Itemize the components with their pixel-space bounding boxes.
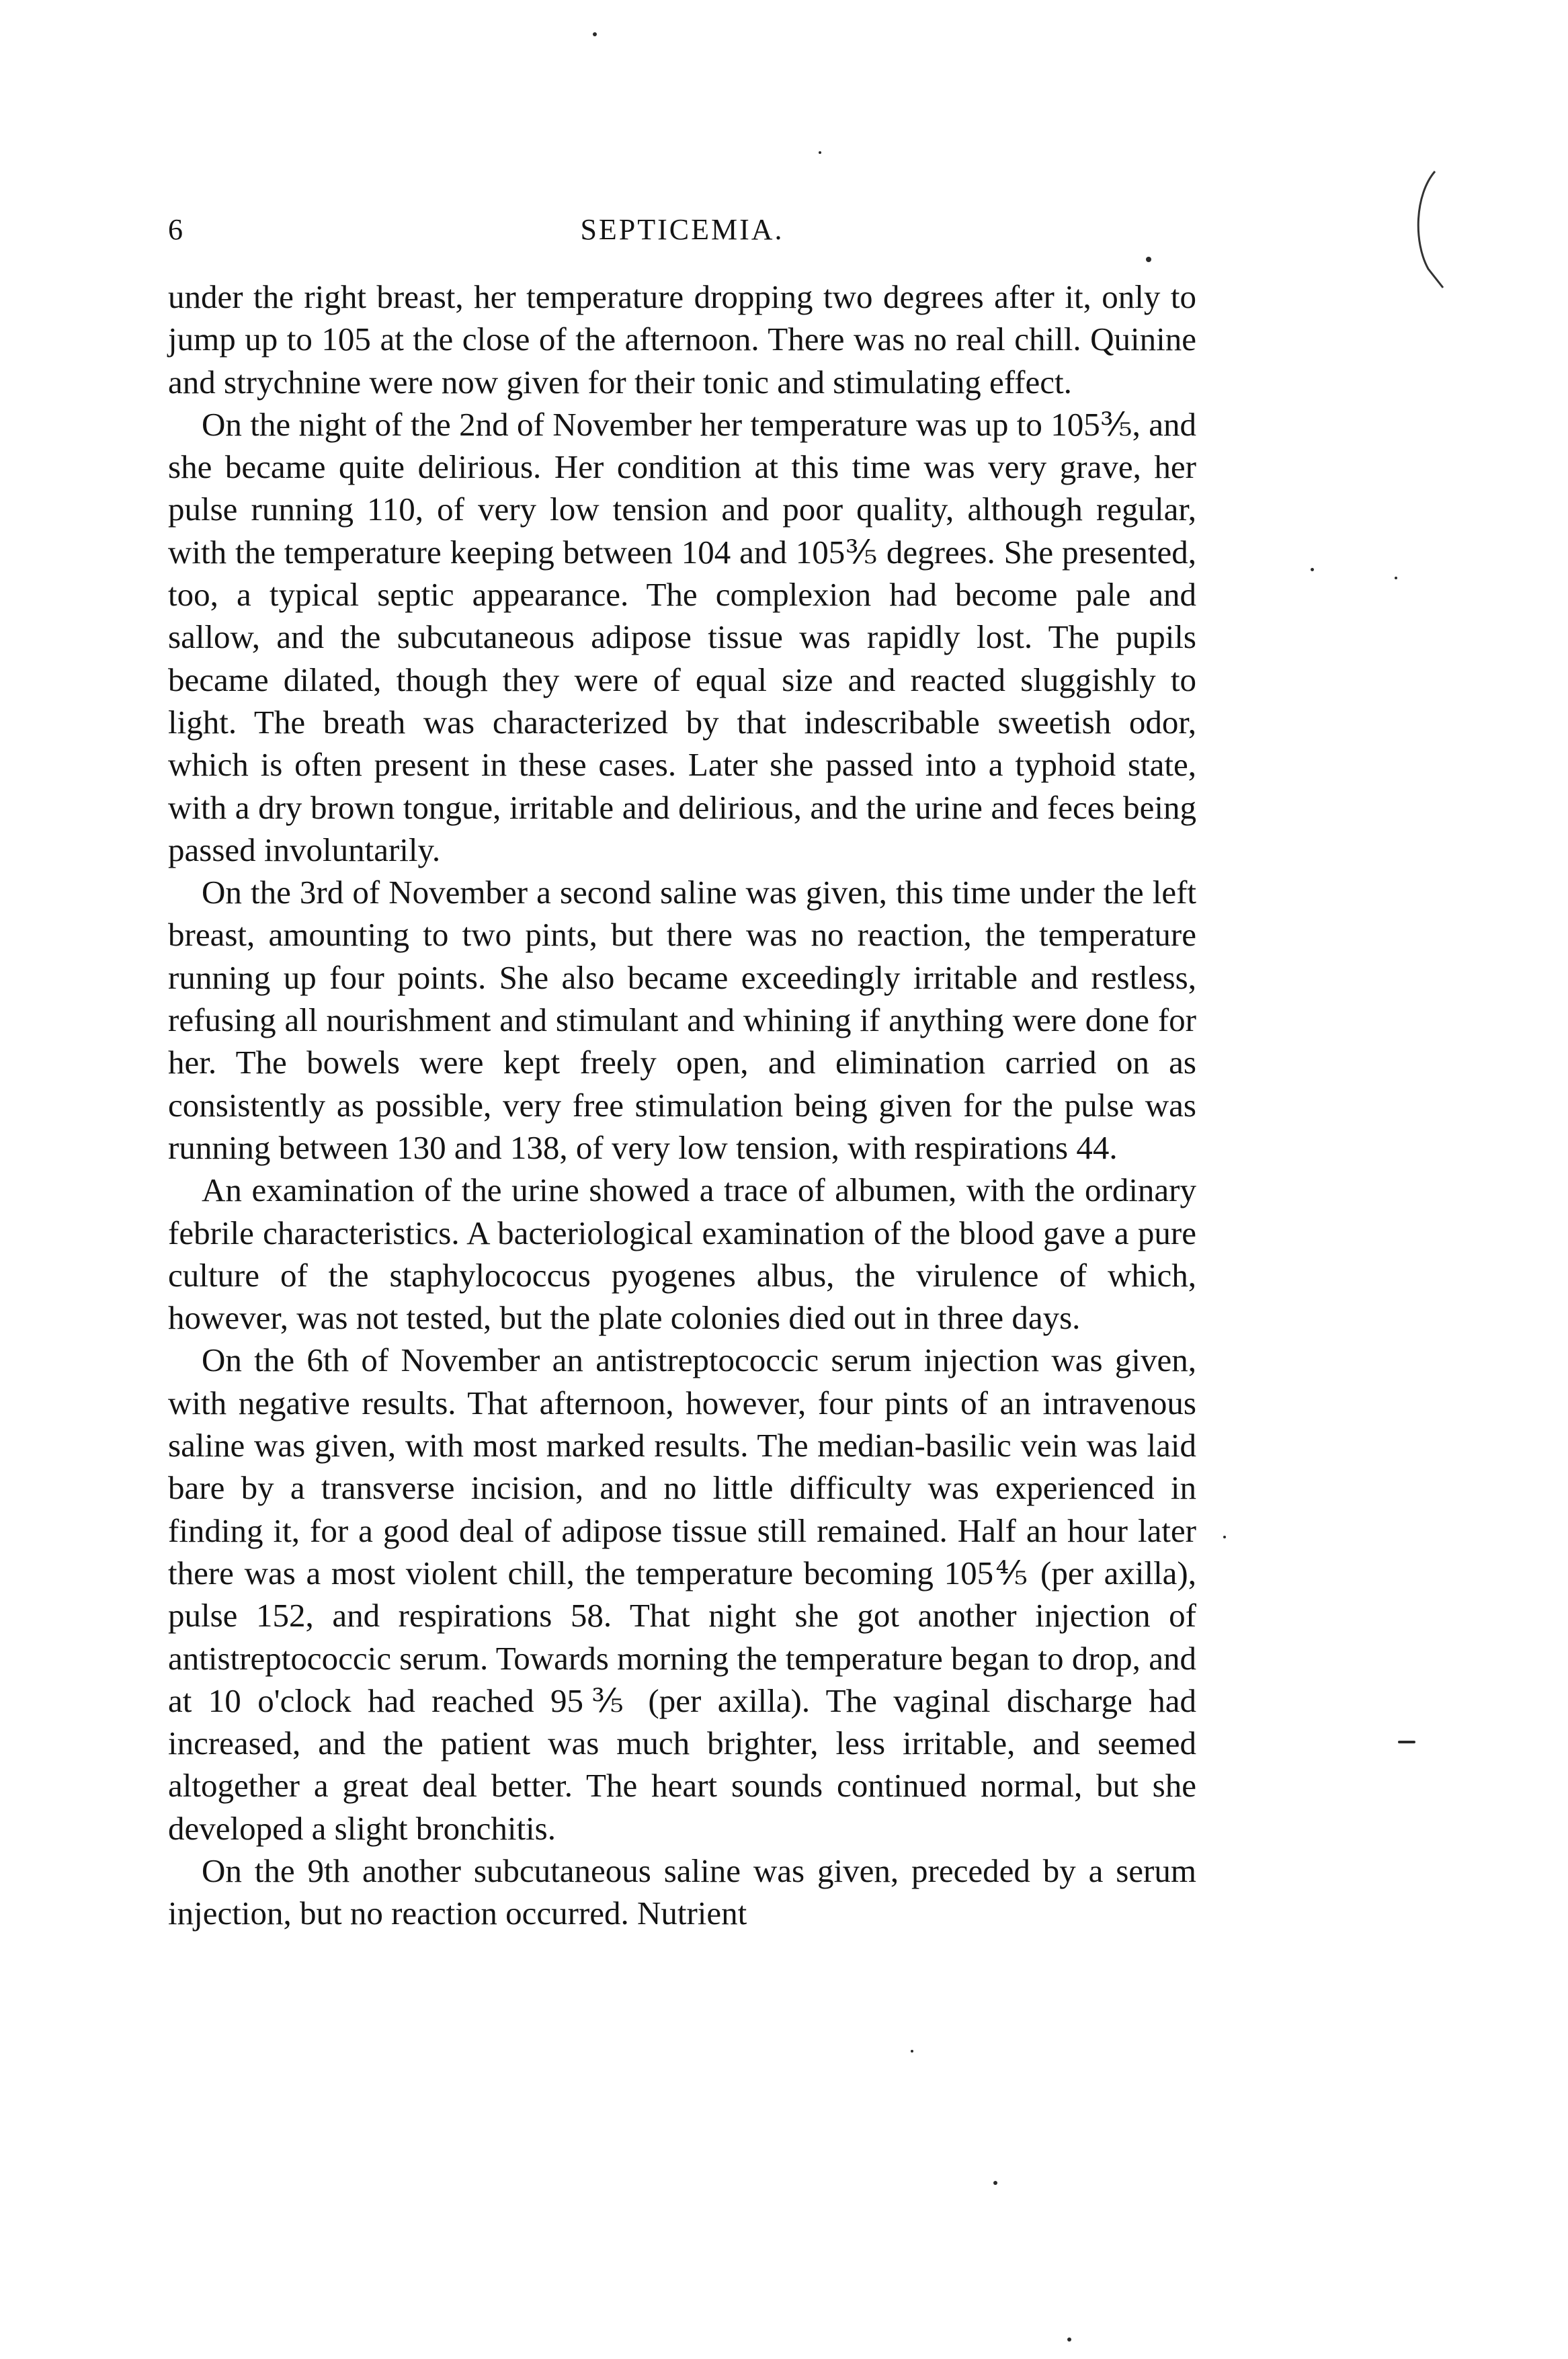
scan-speck	[593, 32, 597, 36]
scan-speck	[1146, 257, 1151, 262]
scan-speck	[1398, 1741, 1415, 1743]
scan-speck	[1395, 577, 1397, 579]
paragraph: On the 9th another subcutaneous saline was given, preceded by a serum injection, but no reaction occurred. Nutrient	[168, 1852, 1196, 1932]
paragraph: On the night of the 2nd of November her temperature was up to 105⅗, and she became quite delirious. Her condition at this time was very grave, her pulse running 110, of very low tension and poor quality, although regular, with the temperature keeping between 104 and 105⅗ degrees. She presented, too, a typical septic appearance. The complexion had become pale and sallow, and the subcutaneous adipose tissue was rapidly lost. The pupils became dilated, though they were of equal size and reacted sluggishly to light. The breath was characterized by that indescribable sweetish odor, which is often present in these cases. Later she passed into a typhoid state, with a dry brown tongue, irritable and delirious, and the urine and feces being passed involuntarily.	[168, 405, 1196, 868]
paragraph: under the right breast, her temperature dropping two degrees after it, only to jump up to 105 at the close of the afternoon. There was no real chill. Quinine and strychnine were now given for their tonic and stimulating effect.	[168, 278, 1196, 401]
scan-speck	[911, 2050, 913, 2053]
margin-mark-icon	[1408, 168, 1448, 289]
body-text	[168, 276, 1196, 1935]
scan-speck	[1311, 568, 1314, 571]
scan-speck	[1067, 2337, 1071, 2342]
running-head: SEPTICEMIA.	[580, 213, 784, 246]
page-header	[168, 210, 1196, 250]
scan-speck	[993, 2181, 997, 2185]
paragraph: On the 6th of November an antistreptococcic serum injection was given, with negative results. That afternoon, however, four pints of an intravenous saline was given, with most marked results. The median-basilic vein was laid bare by a transverse incision, and no little difficulty was experienced in finding it, for a good deal of adipose tissue still remained. Half an hour later there was a most violent chill, the temperature becoming 105⅘ (per axilla), pulse 152, and respirations 58. That night she got another injection of antistreptococcic serum. Towards morning the temperature began to drop, and at 10 o'clock had reached 95⅗ (per axilla). The vaginal discharge had increased, and the patient was much brighter, less irritable, and seemed altogether a great deal better. The heart sounds continued normal, but she developed a slight bronchitis.	[168, 1341, 1196, 1847]
paragraph: On the 3rd of November a second saline was given, this time under the left breast, amounting to two pints, but there was no reaction, the temperature running up four points. She also became exceedingly irritable and restless, refusing all nourishment and stimulant and whining if anything were done for her. The bowels were kept freely open, and elimination carried on as consistently as possible, very free stimulation being given for the pulse was running between 130 and 138, of very low tension, with respirations 44.	[168, 874, 1196, 1166]
page-number: 6	[168, 213, 183, 246]
paragraph: An examination of the urine showed a trace of albumen, with the ordinary febrile characteristics. A bacteriological examination of the blood gave a pure culture of the staphylococcus pyogenes albus, the virulence of which, however, was not tested, but the plate colonies died out in three days.	[168, 1171, 1196, 1337]
scan-speck	[819, 151, 821, 154]
scan-speck	[1223, 1536, 1226, 1538]
